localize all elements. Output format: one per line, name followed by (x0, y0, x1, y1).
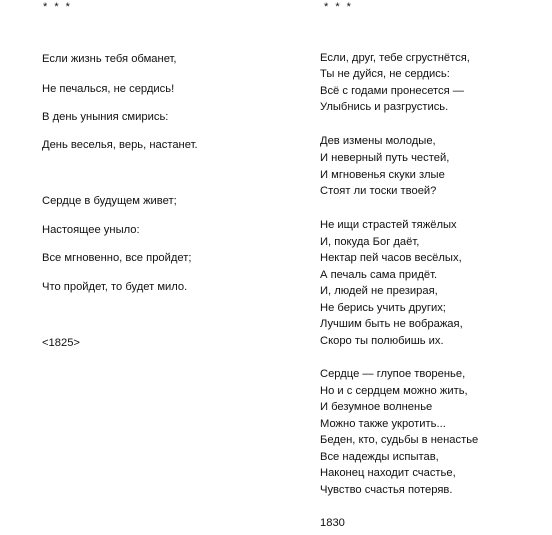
right-poem-line: Дев измены молодые, (320, 135, 436, 147)
right-poem-line: Все надежды испытав, (320, 451, 439, 463)
left-poem-stars: * * * (43, 1, 72, 13)
right-poem-line: И, покуда Бог даёт, (320, 236, 420, 248)
right-poem-line: Стоят ли тоски твоей? (320, 185, 437, 197)
left-poem-line: Настоящее уныло: (42, 224, 140, 236)
left-poem-line: Что пройдет, то будет мило. (42, 281, 188, 293)
right-poem-line: И, людей не презирая, (320, 285, 438, 297)
right-poem-line: И неверный путь честей, (320, 152, 450, 164)
right-poem-line: Нектар пей часов весёлых, (320, 252, 462, 264)
right-poem-line: Ты не дуйся, не сердись: (320, 68, 450, 80)
right-poem-line: Если, друг, тебе сгрустнётся, (320, 52, 470, 64)
right-poem-line: Не берись учить других; (320, 302, 446, 314)
left-poem-line: Если жизнь тебя обманет, (42, 53, 177, 65)
left-poem-line: Не печалься, не сердись! (42, 83, 175, 95)
right-poem-line: А печаль сама придёт. (320, 269, 438, 281)
left-poem-line: Сердце в будущем живет; (42, 195, 177, 207)
right-poem-line: Беден, кто, судьбы в ненастье (320, 434, 479, 446)
right-poem-stars: * * * (324, 1, 353, 13)
left-poem-date: <1825> (42, 337, 80, 349)
right-poem-line: Можно также укротить... (320, 418, 446, 430)
right-poem-line: И мгновенья скуки злые (320, 169, 445, 181)
left-poem-line: В день уныния смирись: (42, 111, 169, 123)
right-poem-line: Чувство счастья потеряв. (320, 484, 453, 496)
right-poem-line: Сердце — глупое творенье, (320, 368, 466, 380)
left-poem-line: День веселья, верь, настанет. (42, 139, 198, 151)
right-poem-line: Всё с годами пронесется — (320, 85, 464, 97)
right-poem-date: 1830 (320, 517, 345, 529)
right-poem-line: И безумное волненье (320, 401, 433, 413)
left-poem-line: Все мгновенно, все пройдет; (42, 252, 192, 264)
right-poem-line: Не ищи страстей тяжёлых (320, 219, 457, 231)
right-poem-line: Улыбнись и разгрустись. (320, 101, 449, 113)
right-poem-line: Скоро ты полюбишь их. (320, 335, 444, 347)
right-poem-line: Лучшим быть не вображая, (320, 318, 463, 330)
right-poem-line: Но и с сердцем можно жить, (320, 385, 468, 397)
right-poem-line: Наконец находит счастье, (320, 467, 456, 479)
